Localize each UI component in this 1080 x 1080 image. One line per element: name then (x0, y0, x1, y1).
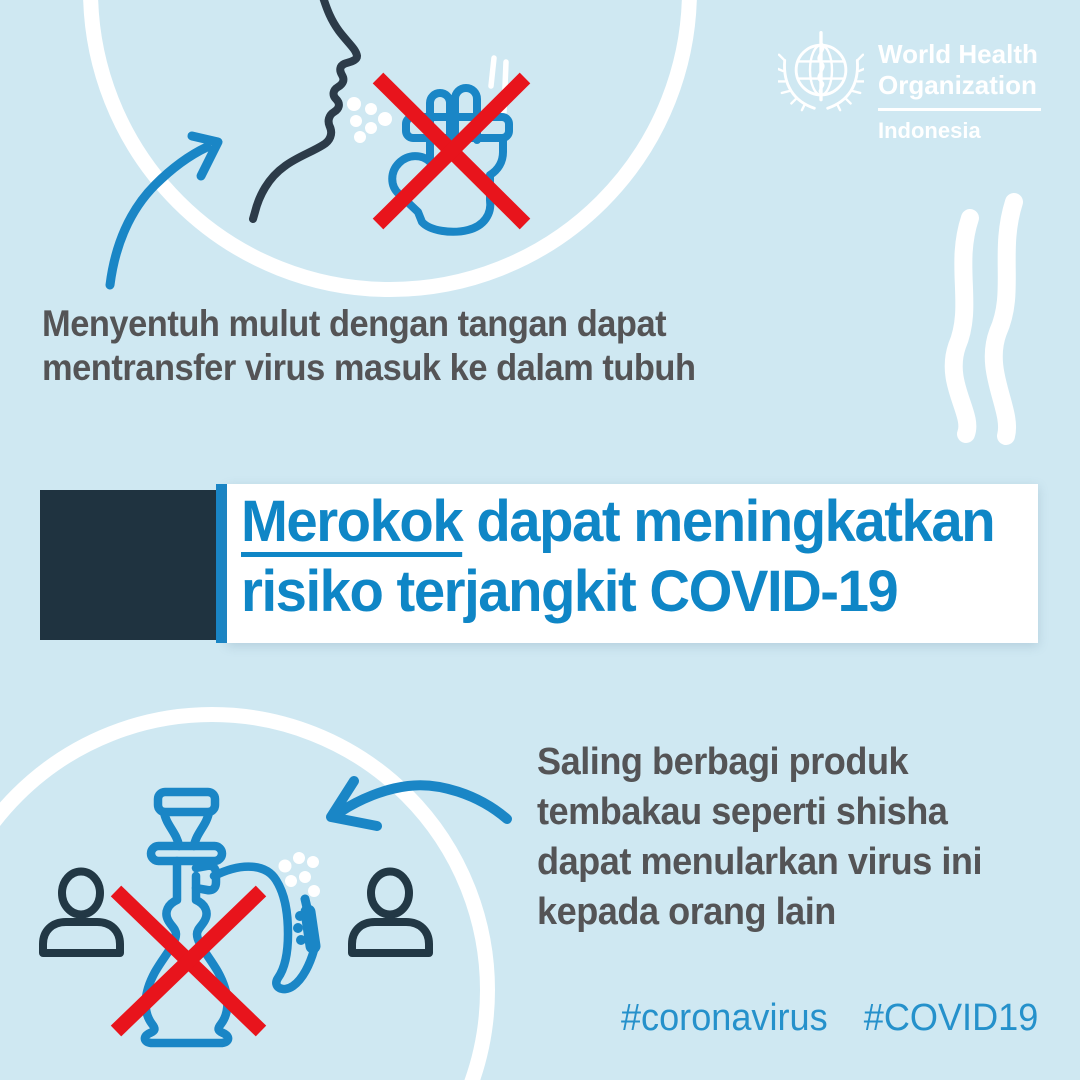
hashtag-covid19: #COVID19 (863, 997, 1038, 1039)
touch-warning-line2: mentransfer virus masuk ke dalam tubuh (42, 347, 696, 388)
hashtag-coronavirus: #coronavirus (620, 997, 828, 1039)
headline-line2: risiko terjangkit COVID-19 (241, 559, 898, 624)
share-warning-line3: dapat menularkan virus ini (537, 841, 983, 883)
share-warning-line4: kepada orang lain (537, 891, 836, 933)
smoke-wisps-icon (954, 202, 1014, 436)
who-name-line2: Organization (878, 70, 1037, 100)
touch-warning-line1: Menyentuh mulut dengan tangan dapat (42, 303, 667, 344)
who-logo-divider (878, 108, 1041, 111)
who-emblem-icon (778, 27, 864, 113)
share-warning-text (537, 737, 982, 937)
who-logo-text (878, 27, 1041, 144)
share-warning-line2: tembakau seperti shisha (537, 791, 948, 833)
headline-emphasis: Merokok (241, 489, 463, 554)
touch-warning-text (42, 302, 696, 390)
who-logo (778, 27, 1041, 144)
who-region-label: Indonesia (878, 118, 981, 143)
top-illustration-circle (83, 0, 697, 297)
bottom-illustration-circle (0, 707, 495, 1080)
hashtags (621, 997, 1038, 1040)
headline-line1 (241, 487, 994, 557)
banner-navy-block (40, 490, 216, 640)
headline-banner (227, 484, 1038, 643)
who-name-line1: World Health (878, 39, 1038, 69)
headline-text (241, 487, 994, 627)
banner-accent-stripe (216, 484, 227, 643)
headline-rest: dapat meningkatkan (462, 489, 995, 554)
share-warning-line1: Saling berbagi produk (537, 741, 909, 783)
